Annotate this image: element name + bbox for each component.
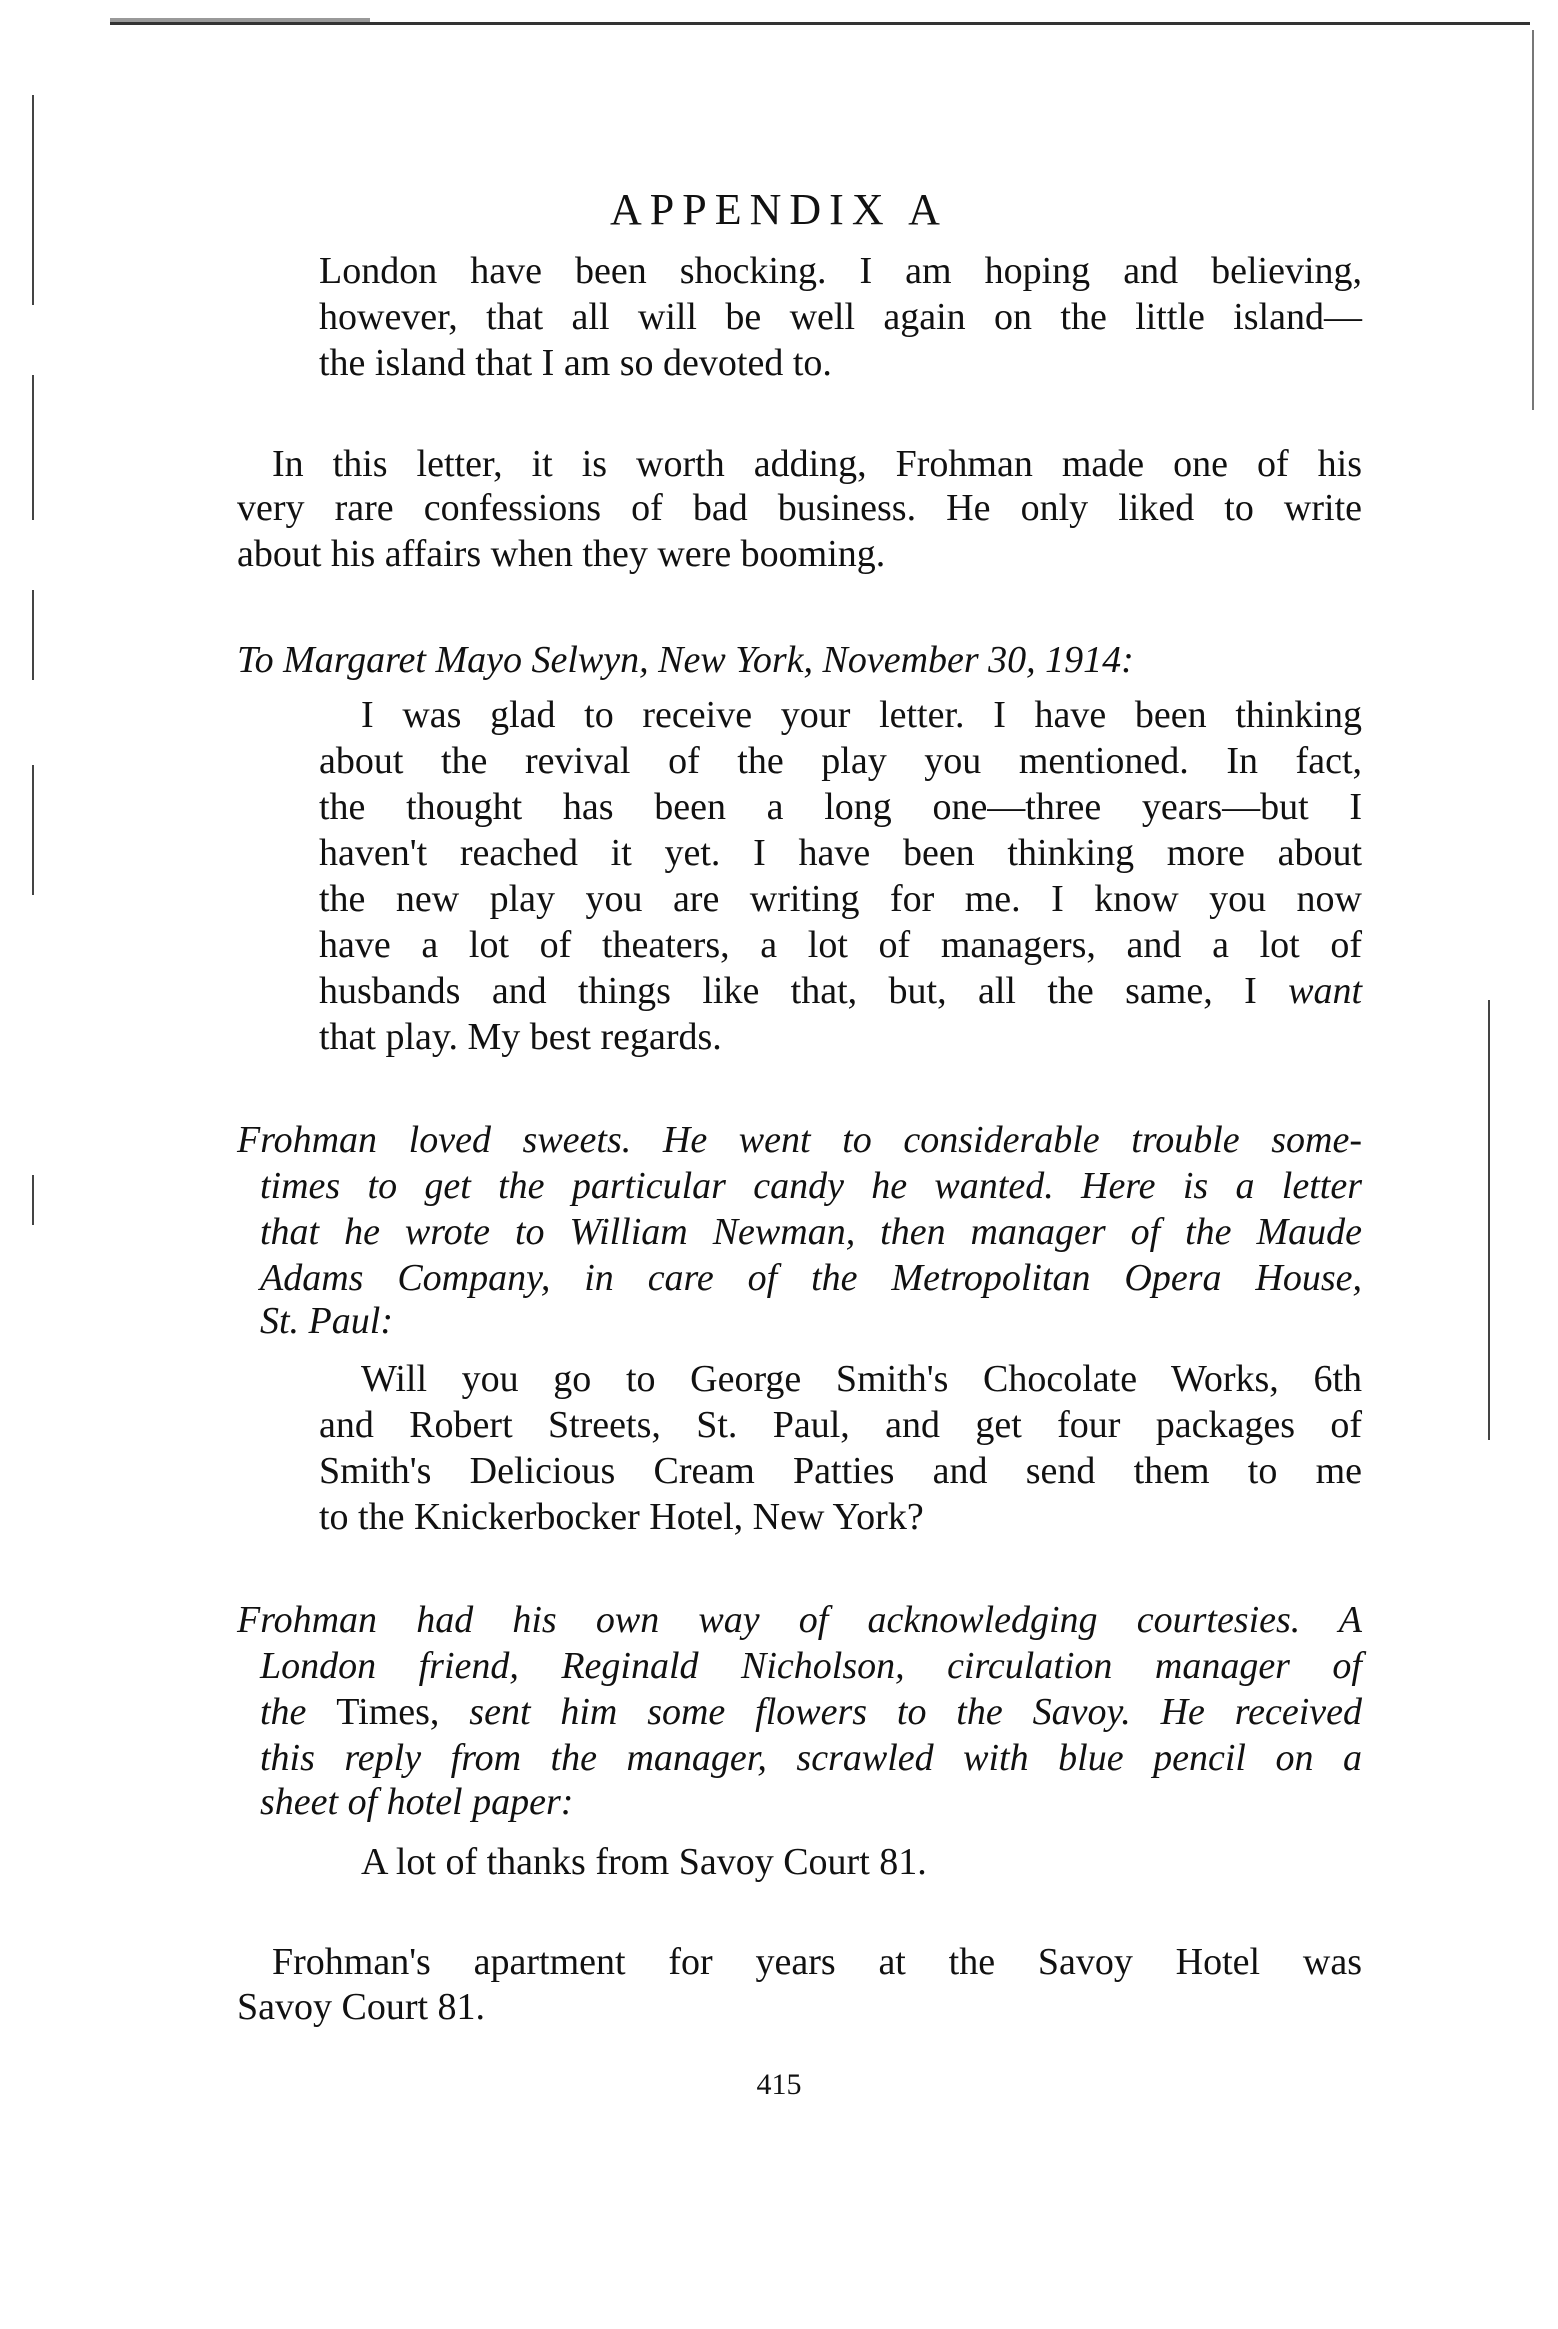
text-line: [361, 1356, 1362, 1402]
text-line: [319, 968, 1362, 1014]
text-line: [260, 1255, 1362, 1301]
text-line: [319, 1014, 1362, 1060]
scan-margin-mark: [32, 375, 34, 520]
text-line: [319, 738, 1362, 784]
italic-text: Frohman loved sweets. He went to considerable trouble some-: [237, 1119, 1362, 1161]
text-segment: haven't reached it yet. I have been thinking more about: [319, 832, 1362, 874]
italic-text: sent him some flowers to the Savoy. He received: [439, 1691, 1362, 1733]
text-line: [319, 1402, 1362, 1448]
text-segment: Savoy Court 81.: [237, 1986, 486, 2028]
text-line: [260, 1298, 1362, 1344]
scan-margin-mark: [32, 590, 34, 680]
text-segment: Times,: [336, 1691, 440, 1733]
text-line: [237, 637, 1320, 683]
text-line: [361, 692, 1362, 738]
italic-text: To Margaret Mayo Selwyn, New York, November 30, 1914:: [237, 639, 1134, 681]
text-line: [319, 922, 1362, 968]
text-segment: I was glad to receive your letter. I have been thinking: [361, 694, 1362, 736]
italic-text: this reply from the manager, scrawled with blue pencil on a: [260, 1737, 1362, 1779]
text-line: [319, 1448, 1362, 1494]
text-line: [319, 340, 1362, 386]
scan-margin-mark: [1488, 1000, 1490, 1440]
text-segment: that play. My best regards.: [319, 1016, 722, 1058]
text-segment: and Robert Streets, St. Paul, and get four packages of: [319, 1404, 1362, 1446]
text-segment: about the revival of the play you mentioned. In fact,: [319, 740, 1362, 782]
text-segment: Will you go to George Smith's Chocolate Works, 6th: [361, 1358, 1362, 1400]
italic-text: Adams Company, in care of the Metropolitan Opera House,: [260, 1257, 1362, 1299]
page-number: 415: [756, 2068, 802, 2101]
text-segment: the new play you are writing for me. I know you now: [319, 878, 1362, 920]
italic-text: that he wrote to William Newman, then manager of the Maude: [260, 1211, 1362, 1253]
scan-margin-mark: [32, 765, 34, 895]
text-line: [237, 531, 1362, 577]
italic-text: sheet of hotel paper:: [260, 1781, 574, 1823]
text-segment: have a lot of theaters, a lot of managers, and a lot of: [319, 924, 1362, 966]
scan-margin-mark: [32, 1175, 34, 1225]
text-line: [260, 1689, 1362, 1735]
text-line: [361, 1839, 1362, 1885]
text-line: [272, 1939, 1362, 1985]
text-segment: the thought has been a long one—three years—but I: [319, 786, 1362, 828]
text-segment: the island that I am so devoted to.: [319, 342, 832, 384]
italic-text: St. Paul:: [260, 1300, 393, 1342]
text-segment: London have been shocking. I am hoping and believing,: [319, 250, 1362, 292]
text-line: [260, 1163, 1362, 1209]
text-line: [319, 830, 1362, 876]
text-line: [237, 1984, 1362, 2030]
text-line: [237, 1597, 1362, 1643]
text-segment: A lot of thanks from Savoy Court 81.: [361, 1841, 927, 1883]
text-line: [319, 784, 1362, 830]
text-line: [319, 248, 1362, 294]
italic-text: the: [260, 1691, 337, 1733]
italic-text: times to get the particular candy he wanted. Here is a letter: [260, 1165, 1362, 1207]
text-line: [272, 441, 1362, 487]
text-segment: In this letter, it is worth adding, Frohman made one of his: [272, 443, 1362, 485]
text-segment: husbands and things like that, but, all the same, I: [319, 970, 1289, 1012]
text-segment: Smith's Delicious Cream Patties and send them to me: [319, 1450, 1362, 1492]
italic-text: London friend, Reginald Nicholson, circulation manager of: [260, 1645, 1362, 1687]
text-line: [319, 876, 1362, 922]
text-line: [260, 1643, 1362, 1689]
text-segment: very rare confessions of bad business. He only liked to write: [237, 487, 1362, 529]
page-top-edge: [110, 22, 1530, 25]
text-line: [319, 294, 1362, 340]
page-title: APPENDIX A: [610, 185, 948, 234]
text-segment: about his affairs when they were booming.: [237, 533, 886, 575]
text-segment: Frohman's apartment for years at the Savoy Hotel was: [272, 1941, 1362, 1983]
text-line: [260, 1779, 1362, 1825]
italic-text: want: [1288, 970, 1362, 1012]
italic-text: Frohman had his own way of acknowledging courtesies. A: [237, 1599, 1362, 1641]
text-segment: to the Knickerbocker Hotel, New York?: [319, 1496, 924, 1538]
text-line: [319, 1494, 1362, 1540]
text-line: [260, 1735, 1362, 1781]
text-segment: however, that all will be well again on the little island—: [319, 296, 1362, 338]
text-line: [237, 1117, 1362, 1163]
text-line: [237, 485, 1362, 531]
text-line: [260, 1209, 1362, 1255]
